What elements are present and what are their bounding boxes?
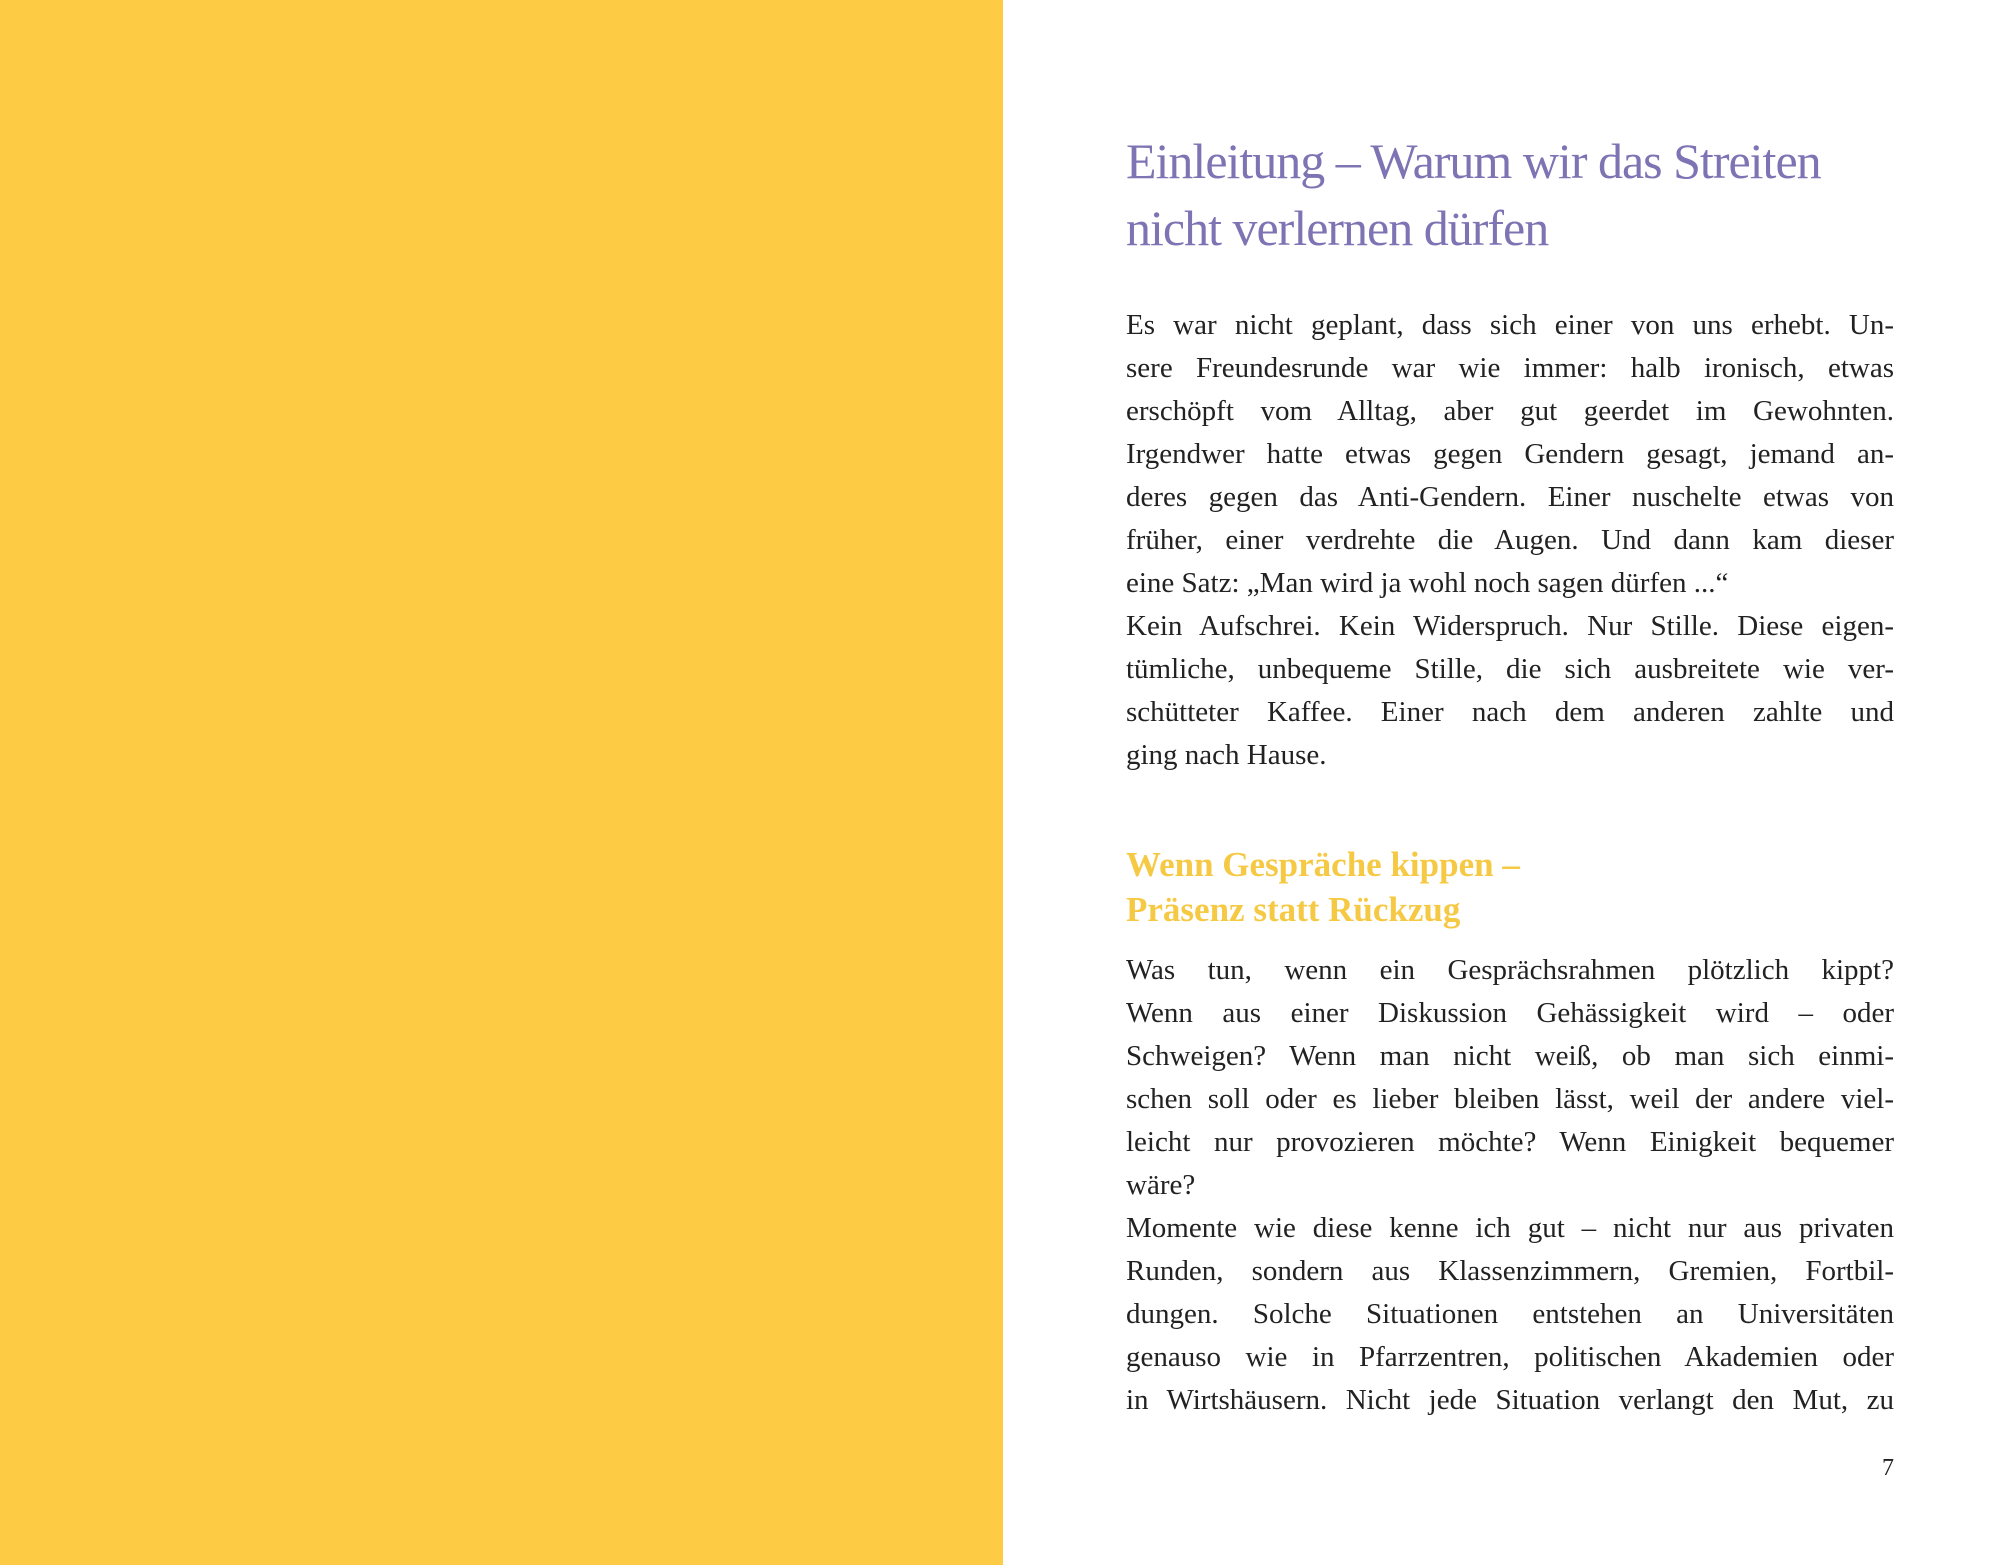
text-line: Momente wie diese kenne ich gut – nicht nur aus privaten	[1126, 1212, 1894, 1244]
second-paragraph	[1126, 605, 1894, 777]
intro-paragraph	[1126, 304, 1894, 605]
section-heading-line: Wenn Gespräche kippen –	[1126, 845, 1520, 884]
text-line: schen soll oder es lieber bleiben lässt, weil der andere viel-	[1126, 1083, 1894, 1115]
text-line: deres gegen das Anti-Gendern. Einer nuschelte etwas von	[1126, 481, 1894, 513]
text-line: sere Freundesrunde war wie immer: halb ironisch, etwas	[1126, 352, 1894, 384]
text-line: wäre?	[1126, 1169, 1196, 1201]
chapter-title	[1126, 128, 1846, 262]
text-line: Wenn aus einer Diskussion Gehässigkeit wird – oder	[1126, 997, 1894, 1029]
text-line: Schweigen? Wenn man nicht weiß, ob man sich einmi-	[1126, 1040, 1894, 1072]
text-line: Was tun, wenn ein Gesprächsrahmen plötzlich kippt?	[1126, 954, 1894, 986]
text-line: schütteter Kaffee. Einer nach dem anderen zahlte und	[1126, 696, 1894, 728]
section-heading-line: Präsenz statt Rückzug	[1126, 890, 1461, 929]
section-paragraph-2	[1126, 1207, 1894, 1422]
text-line: leicht nur provozieren möchte? Wenn Einigkeit bequemer	[1126, 1126, 1894, 1158]
text-line: ging nach Hause.	[1126, 739, 1327, 771]
page-number: 7	[1882, 1455, 1894, 1481]
text-line: früher, einer verdrehte die Augen. Und dann kam dieser	[1126, 524, 1894, 556]
chapter-title-line: nicht verlernen dürfen	[1126, 200, 1549, 256]
text-line: erschöpft vom Alltag, aber gut geerdet im Gewohnten.	[1126, 395, 1894, 427]
right-page	[1003, 0, 2000, 1565]
text-line: Irgendwer hatte etwas gegen Gendern gesagt, jemand an-	[1126, 438, 1894, 470]
chapter-title-line: Einleitung – Warum wir das Streiten	[1126, 133, 1821, 189]
text-line: Kein Aufschrei. Kein Widerspruch. Nur Stille. Diese eigen-	[1126, 610, 1894, 642]
section-heading	[1126, 842, 1826, 932]
section-paragraph-1	[1126, 949, 1894, 1207]
text-line: eine Satz: „Man wird ja wohl noch sagen dürfen ...“	[1126, 567, 1729, 599]
text-line: Runden, sondern aus Klassenzimmern, Gremien, Fortbil-	[1126, 1255, 1894, 1287]
text-line: genauso wie in Pfarrzentren, politischen Akademien oder	[1126, 1341, 1894, 1373]
text-line: Es war nicht geplant, dass sich einer von uns erhebt. Un-	[1126, 309, 1894, 341]
text-line: tümliche, unbequeme Stille, die sich ausbreitete wie ver-	[1126, 653, 1894, 685]
text-line: in Wirtshäusern. Nicht jede Situation verlangt den Mut, zu	[1126, 1384, 1894, 1416]
text-line: dungen. Solche Situationen entstehen an Universitäten	[1126, 1298, 1894, 1330]
